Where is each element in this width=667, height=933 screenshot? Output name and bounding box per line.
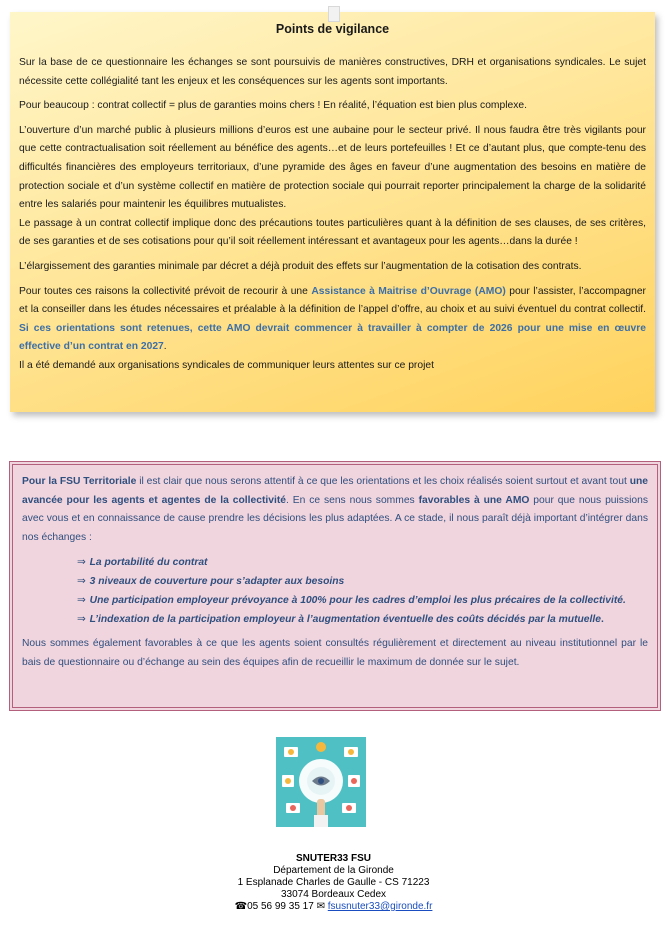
list-item xyxy=(77,572,648,591)
mail-icon: ✉ xyxy=(316,901,325,912)
footer-address: 1 Esplanade Charles de Gaulle - CS 71223 xyxy=(237,877,430,888)
amo-highlight: Assistance à Maitrise d’Ouvrage (AMO) xyxy=(311,285,506,297)
vigilance-box xyxy=(10,12,655,412)
fsu-position-box xyxy=(9,461,661,711)
fsu-intro xyxy=(22,473,648,547)
footer-department: Département de la Gironde xyxy=(273,865,394,876)
fsu-intro-bold-3: favorables à une AMO xyxy=(418,494,530,506)
logo-illustration-icon xyxy=(276,737,366,827)
fsu-intro-bold-2: une avancée pour les agents et agentes de la collectivité xyxy=(22,476,648,506)
list-item xyxy=(77,591,648,610)
vigilance-paragraph-2: Pour beaucoup : contrat collectif = plus de garanties moins chers ! En réalité, l’équation est bien plus complexe. xyxy=(19,100,527,112)
footer-city: 33074 Bordeaux Cedex xyxy=(280,889,387,900)
arrow-icon: ⇒ xyxy=(77,614,86,626)
vigilance-paragraph-7: Il a été demandé aux organisations syndicales de communiquer leurs attentes sur ce projet xyxy=(19,359,434,371)
footer xyxy=(0,853,667,913)
fsu-intro-text-3: pour que nous puissions avec vous et en connaissance de cause prendre les décisions les plus adaptées. A ce stade, il nous paraît déjà important d’intégrer dans nos échanges : xyxy=(22,494,648,543)
list-item-text: L’indexation de la participation employeur à l’augmentation éventuelle des coûts décidés par la mutuelle xyxy=(89,614,601,626)
list-item xyxy=(77,553,648,572)
vigilance-paragraph-5: L’élargissement des garanties minimale par décret a déjà produit des effets sur l’augmentation de la cotisation des contrats. xyxy=(19,260,582,272)
list-item-suffix: . xyxy=(601,614,604,626)
amo-timeline-highlight: Si ces orientations sont retenues, cette AMO devrait commencer à travailler à compter de 2026 pour une mise en œuvre effective d’un contrat en 2027 xyxy=(19,322,646,353)
vigilance-paragraph-4: Le passage à un contrat collectif implique donc des précautions toutes particulières quant à la définition de ses clauses, de ses critères, de ses garanties et de ses cotisations pour qu’il soit réellement intéressant et avantageux pour les agents…dans la durée ! xyxy=(19,217,646,248)
list-item-text: La portabilité du contrat xyxy=(89,557,208,569)
p6-text-b: pour l’assister, l’accompagner et la conseiller dans les études nécessaires et préalable à la définition de l’appel d’offre, au choix et au suivi éventuel du contrat collectif. xyxy=(19,285,646,316)
arrow-icon: ⇒ xyxy=(77,576,86,588)
fsu-intro-text-2: . En ce sens nous sommes xyxy=(285,494,419,506)
fsu-intro-text-1: il est clair que nous serons attentif à ce que les orientations et les choix réalisés soient surtout et avant tout xyxy=(136,476,630,487)
arrow-icon: ⇒ xyxy=(77,595,86,607)
vigilance-title: Points de vigilance xyxy=(275,22,390,36)
fsu-demands-list xyxy=(22,553,648,629)
vigilance-paragraph-6 xyxy=(19,283,646,357)
footer-org: SNUTER33 FSU xyxy=(295,853,371,864)
list-item-text: Une participation employeur prévoyance à 100% pour les cadres d’emploi les plus précaires de la collectivité. xyxy=(89,595,626,607)
p6-text-d: . xyxy=(163,341,167,353)
pin-tab xyxy=(328,6,340,22)
phone-icon: ☎ xyxy=(234,901,248,912)
vigilance-paragraph-1: Sur la base de ce questionnaire les échanges se sont poursuivis de manières constructives, DRH et organisations syndicales. Le sujet nécessite cette collégialité tant les enjeux et les conséquences sur les agents sont importants. xyxy=(19,57,646,87)
footer-phone: 05 56 99 35 17 xyxy=(247,901,314,912)
fsu-name: Pour la FSU Territoriale xyxy=(22,476,137,487)
vigilance-paragraph-3: L’ouverture d’un marché public à plusieurs millions d’euros est une aubaine pour le secteur privé. Il nous faudra être très vigilants pour que cette contractualisation soit réellement au bénéfice des agents…et de leurs portefeuilles ! Et ce d’autant plus, que compte-tenu des difficultés financières des employeurs territoriaux, d’une pyramide des âges en faveur d’une augmentation des besoins en matière de protection sociale et d’un système collectif en matière de protection sociale qui pourrait reporter principalement la charge de la solidarité entre les salariés pour maintenir les équilibres mutualistes. xyxy=(19,124,646,211)
logo xyxy=(276,737,366,827)
list-item-text: 3 niveaux de couverture pour s’adapter aux besoins xyxy=(89,576,345,588)
arrow-icon: ⇒ xyxy=(77,557,86,569)
p6-text-a: Pour toutes ces raisons la collectivité prévoit de recourir à une xyxy=(19,285,312,297)
list-item xyxy=(77,610,648,629)
fsu-outro: Nous sommes également favorables à ce que les agents soient consultés régulièrement et directement au niveau institutionnel par le bais de questionnaire ou d’échange au sein des équipes afin de recueillir le maximum de donnée sur le sujet. xyxy=(22,638,648,668)
footer-contact xyxy=(0,901,667,913)
footer-email-link[interactable]: fsusnuter33@gironde.fr xyxy=(327,901,433,912)
